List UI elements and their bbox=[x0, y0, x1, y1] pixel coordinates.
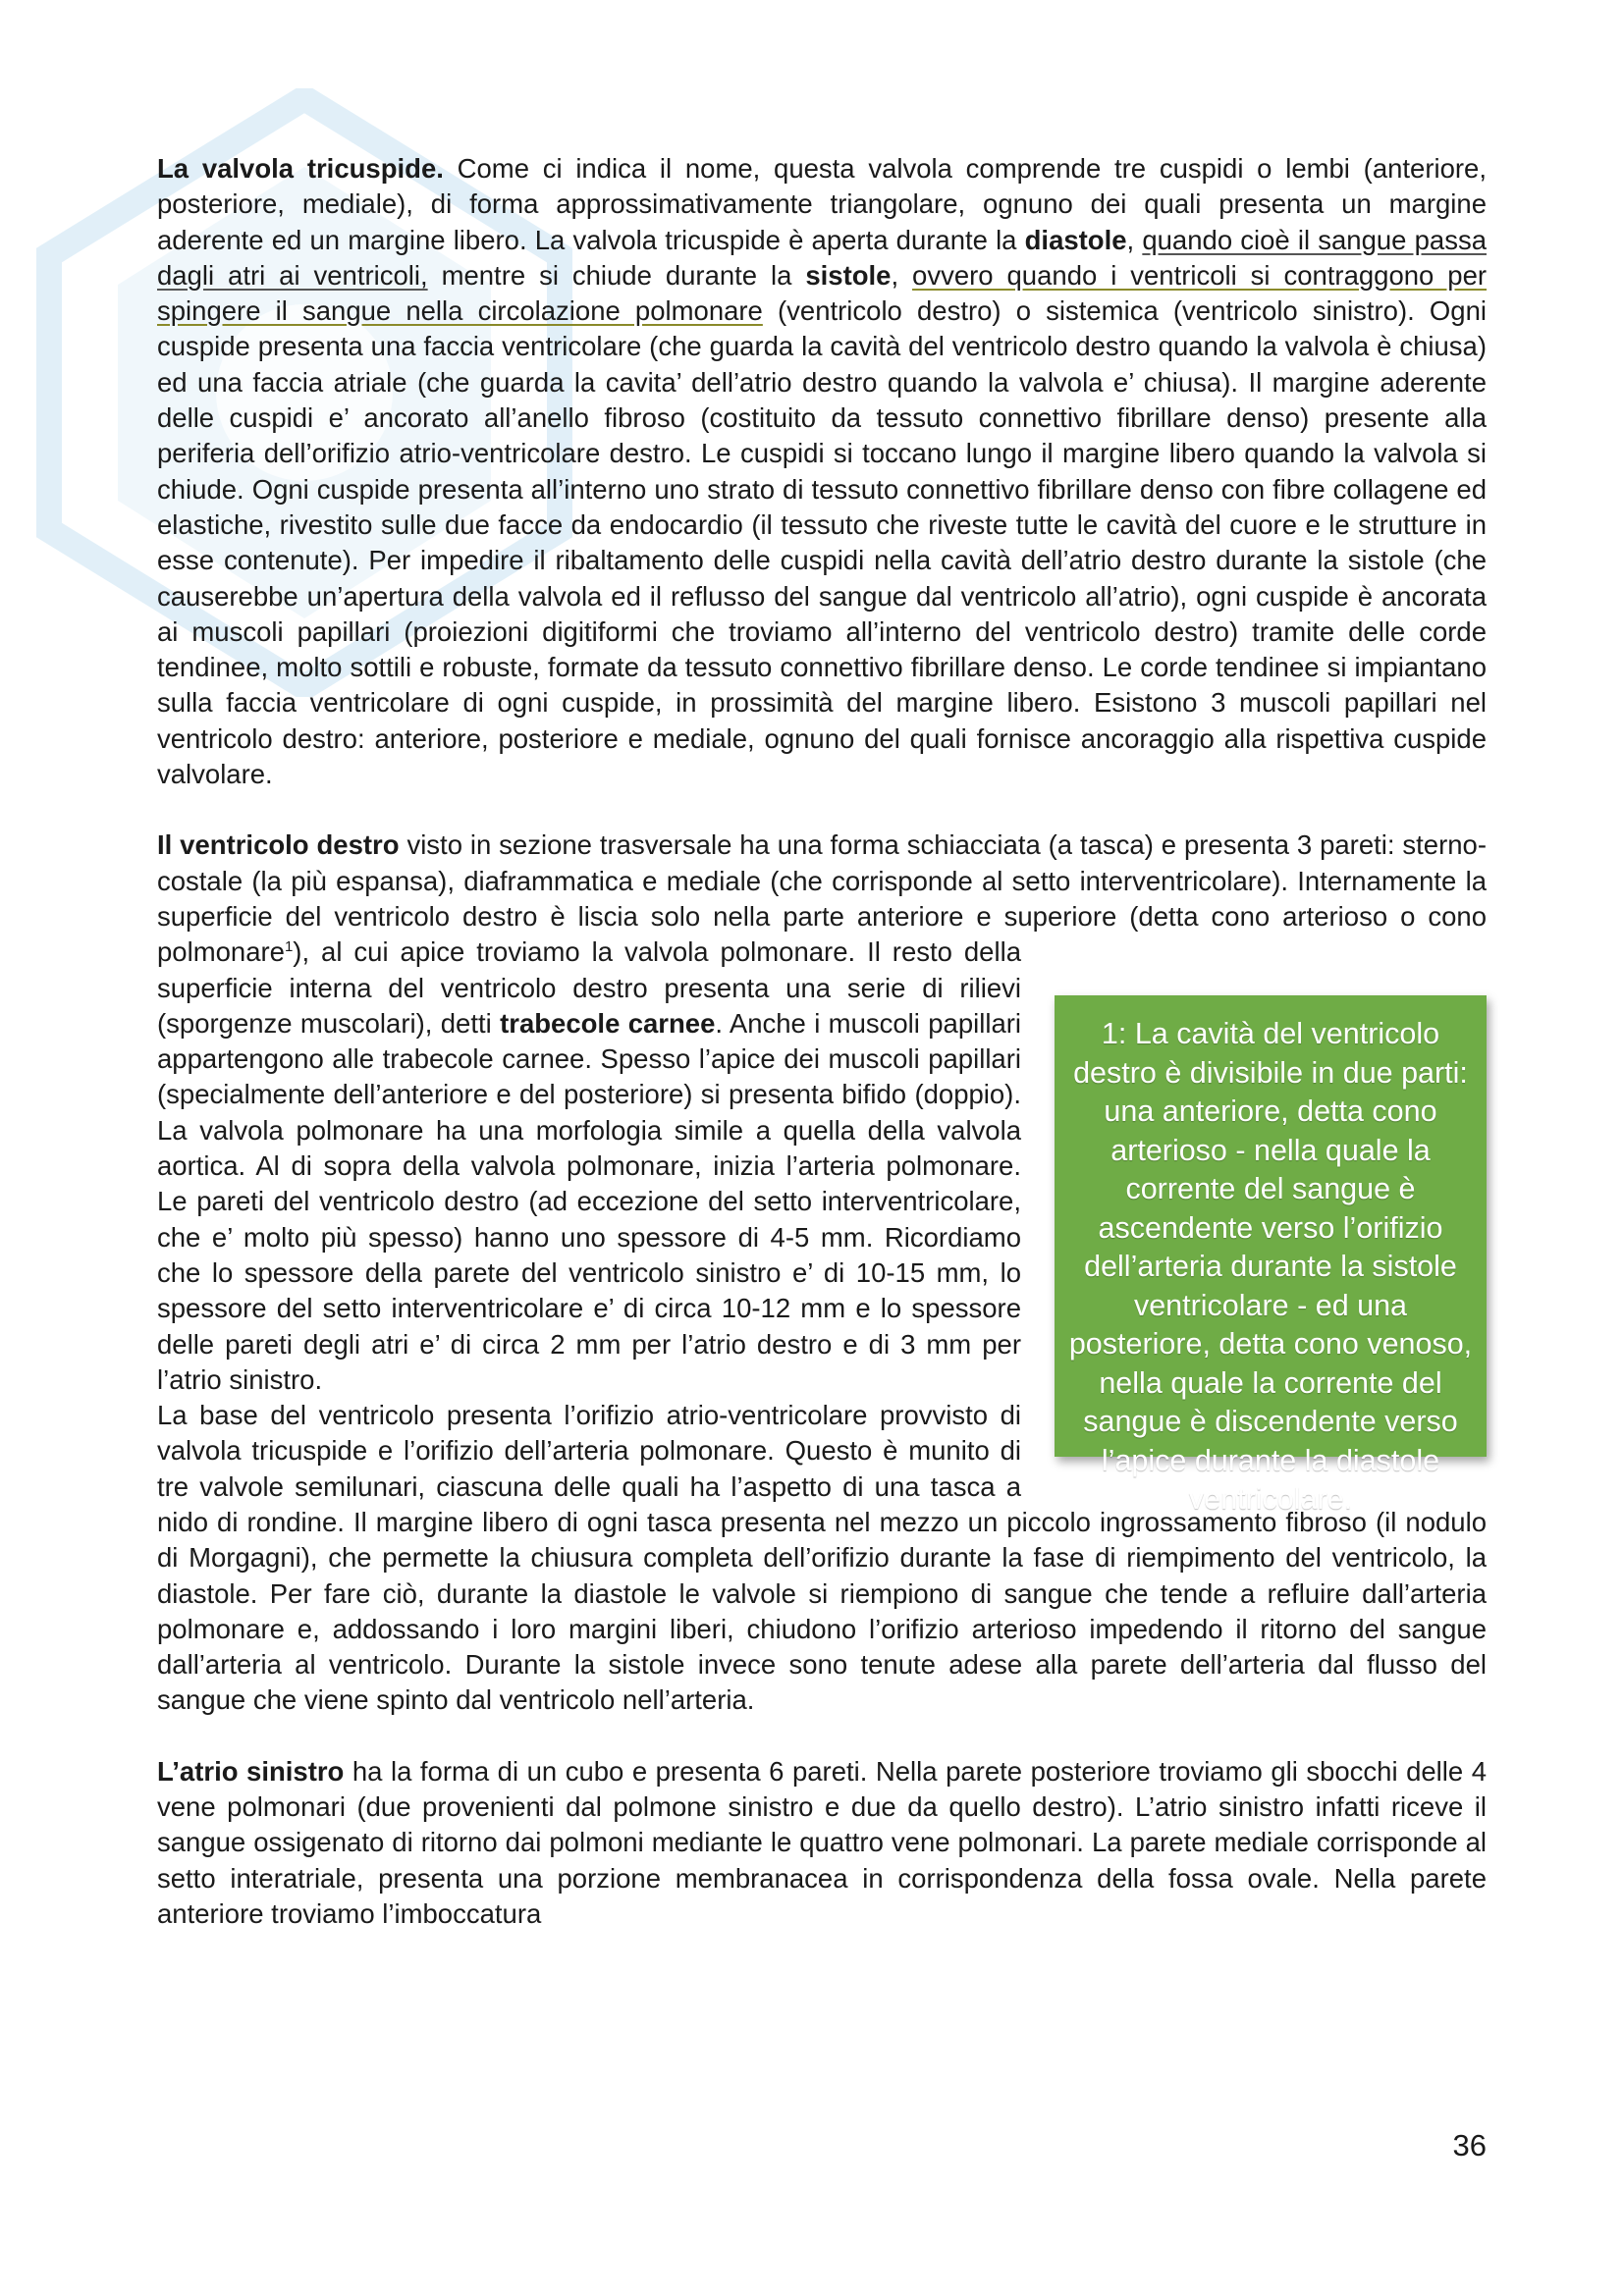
heading-atrio-sinistro: L’atrio sinistro bbox=[157, 1755, 345, 1787]
footnote-reference: 1 bbox=[284, 938, 294, 956]
page-number: 36 bbox=[1452, 2128, 1487, 2163]
paragraph-atrio-sinistro: L’atrio sinistro ha la forma di un cubo e presenta 6 pareti. Nella parete posteriore troviamo gli sbocchi delle 4 vene polmonari (due provenienti dal polmone sinistro e due da quello destro). L’atrio sinistro infatti riceve il sangue ossigenato di ritorno dai polmoni mediante le quattro vene polmonari. La parete mediale corrisponde al setto interatriale, presenta una porzione membranacea in corrispondenza della fossa ovale. Nella parete anteriore troviamo l’imboccatura bbox=[157, 1755, 1487, 1929]
paragraph-gap bbox=[157, 1719, 1487, 1754]
paragraph-gap bbox=[157, 792, 1487, 828]
heading-valvola-tricuspide: La valvola tricuspide. bbox=[157, 153, 444, 184]
underlined-phrase: quando cioè il sangue passa dagli atri ai ventricoli, bbox=[157, 224, 1487, 291]
body-text bbox=[157, 151, 1487, 1932]
paragraph-ventricolo-destro: Il ventricolo destro visto in sezione trasversale ha una forma schiacciata (a tasca) e presenta 3 pareti: sterno-costale (la più espansa), diaframmatica e mediale (che corrisponde al setto interventricolare). Internamente la superficie del ventricolo destro è liscia solo nella parte anteriore e superiore (detta cono arterioso o cono polmonare 1: La cavità del ventricolo destro è divisibile in due parti: una anteriore, detta cono arterioso - nella quale la corrente del sangue è ascendente verso l’orifizio dell’arteria durante la sistole ventricolare - ed una posteriore, detta cono venoso, nella quale la corrente del sangue è discendente verso l’apice durante la diastole ventricolare. $^1$), al cui apice troviamo la valvola polmonare. Il resto della superficie interna del ventricolo destro presenta una serie di rilievi (sporgenze muscolari), detti trabecole carnee. Anche i muscoli papillari appartengono alle trabecole carnee. Spesso l’apice dei muscoli papillari (specialmente dell’anteriore e del posteriore) si presenta bifido (doppio). La valvola polmonare ha una morfologia simile a quella della valvola aortica. Al di sopra della valvola polmonare, inizia l’arteria polmonare. Le pareti del ventricolo destro (ad eccezione del setto interventricolare, che e’ molto più spesso) hanno uno spessore di 4-5 mm. Ricordiamo che lo spessore della parete del ventricolo sinistro e’ di 10-15 mm, lo spessore del setto interventricolare e’ di circa 10-12 mm e lo spessore delle pareti degli atri e’ di circa 2 mm per l’atrio destro e di 3 mm per l’atrio sinistro. bbox=[157, 829, 1487, 1517]
heading-ventricolo-destro: Il ventricolo destro bbox=[157, 829, 400, 861]
paragraph-tricuspide: La valvola tricuspide. Come ci indica il nome, questa valvola comprende tre cuspidi o lembi (anteriore, posteriore, mediale), di forma approssimativamente triangolare, ognuno dei quali presenta un margine aderente ed un margine libero. La valvola tricuspide è aperta durante la diastole, quando cioè il sangue passa dagli atri ai ventricoli, mentre si chiude durante la sistole, ovvero quando i ventricoli si contraggono per spingere il sangue nella circolazione polmonare (ventricolo destro) o sistemica (ventricolo sinistro). Ogni cuspide presenta una faccia ventricolare (che guarda la cavità del ventricolo destro quando la valvola è chiusa) ed una faccia atriale (che guarda la cavita’ dell’atrio destro quando la valvola e’ chiusa). Il margine aderente delle cuspidi e’ ancorato all’anello fibroso (costituito da tessuto connettivo fibrillare denso) presente alla periferia dell’orifizio atrio-ventricolare destro. Le cuspidi si toccano lungo il margine libero quando la valvola si chiude. Ogni cuspide presenta all’interno uno strato di tessuto connettivo fibrillare denso con fibre collagene ed elastiche, rivestito sulle due facce da endocardio (il tessuto che riveste tutte le cavità del cuore e le strutture in esse contenute). Per impedire il ribaltamento delle cuspidi nella cavità dell’atrio destro durante la sistole (che causerebbe un’apertura della valvola ed il reflusso del sangue dal ventricolo all’atrio), ogni cuspide è ancorata ai muscoli papillari (proiezioni digitiformi che troviamo all’interno del ventricolo destro) tramite delle corde tendinee, molto sottili e robuste, formate da tessuto connettivo fibrillare denso. Le corde tendinee si impiantano sulla faccia ventricolare di ogni cuspide, in prossimità del margine libero. Esistono 3 muscoli papillari nel ventricolo destro: anteriore, posteriore e mediale, ognuno del quali fornisce ancoraggio alla rispettiva cuspide valvolare. bbox=[157, 153, 1488, 790]
paragraph-base-ventricolo: La base del ventricolo presenta l’orifizio atrio-ventricolare provvisto di valvola tricuspide e l’orifizio dell’arteria polmonare. Questo è munito di tre valvole semilunari, ciascuna delle quali ha l’aspetto di una tasca a nido di rondine. Il margine libero di ogni tasca presenta nel mezzo un piccolo ingrossamento fibroso (il nodulo di Morgagni), che permette la chiusura completa dell’orifizio durante la fase di riempimento del ventricolo, la diastole. Per fare ciò, durante la diastole le valvole si riempiono di sangue che tende a refluire dall’arteria polmonare e, addossando i loro margini liberi, chiudono l’orifizio arterioso impedendo il ritorno del sangue dall’arteria al ventricolo. Durante la sistole invece sono tenute adese alla parete dell’arteria dal flusso del sangue che viene spinto dal ventricolo nell’arteria. bbox=[157, 1400, 1487, 1716]
footnote-callout-box: 1: La cavità del ventricolo destro è divisibile in due parti: una anteriore, detta cono arterioso - nella quale la corrente del sangue è ascendente verso l’orifizio dell’arteria durante la sistole ventricolare - ed una posteriore, detta cono venoso, nella quale la corrente del sangue è discendente verso l’apice durante la diastole ventricolare. bbox=[1055, 995, 1487, 1457]
underlined-phrase: ovvero quando i ventricoli si contraggono per spingere il sangue nella circolazione polmonare bbox=[157, 259, 1488, 327]
